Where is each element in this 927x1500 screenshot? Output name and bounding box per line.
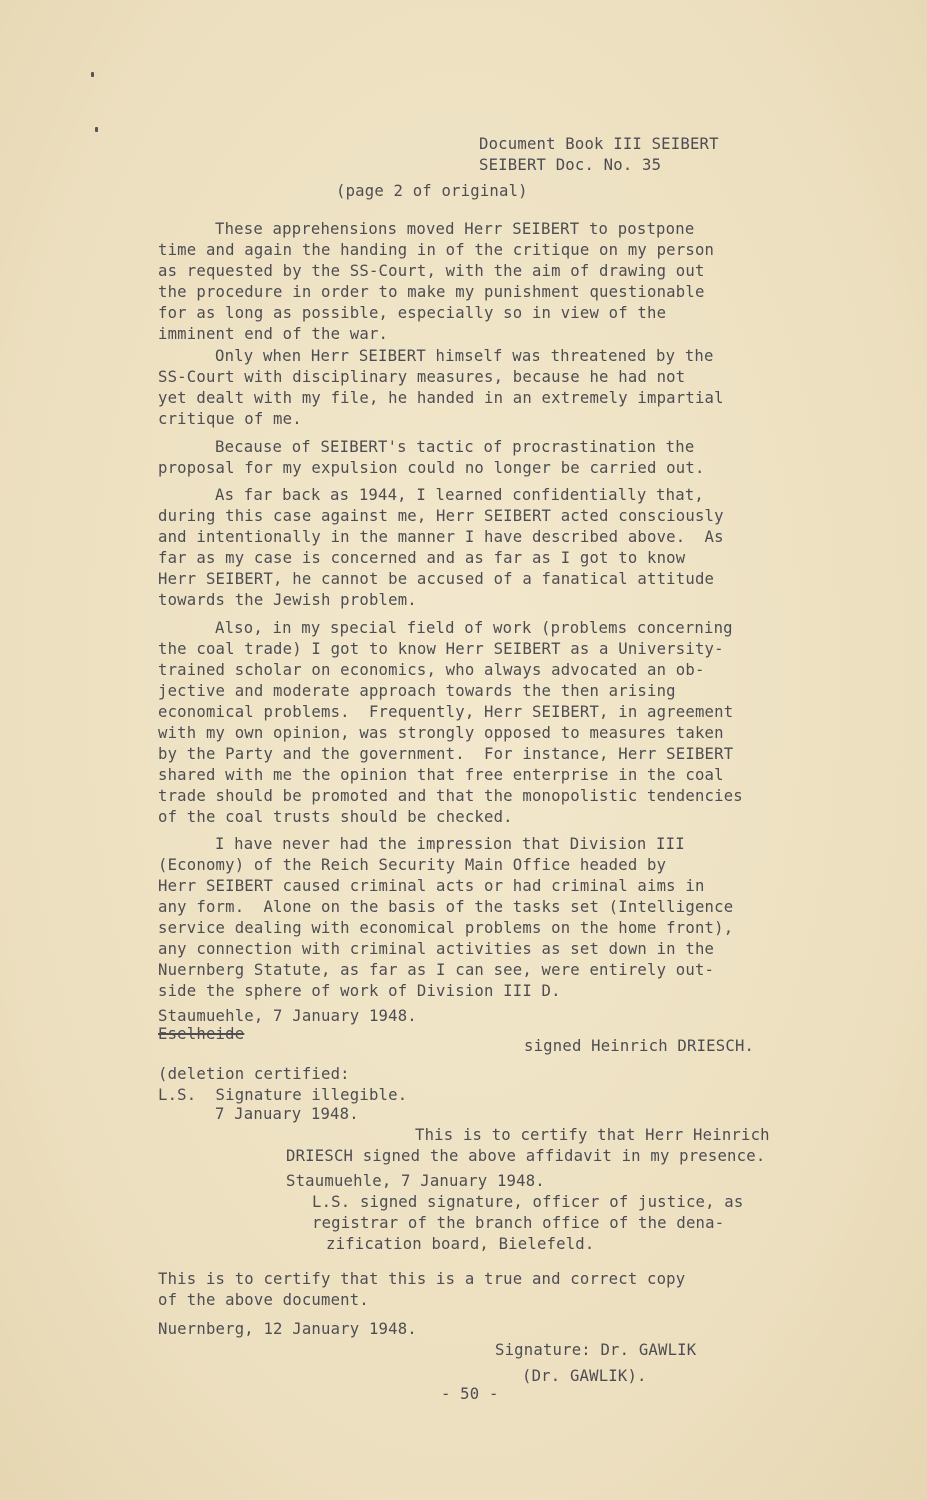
deletion-note-line: 7 January 1948. (215, 1105, 359, 1123)
paragraph-line: yet dealt with my file, he handed in an extremely impartial (158, 389, 724, 407)
paragraph-line: the procedure in order to make my punishment questionable (158, 283, 705, 301)
paragraph-line: far as my case is concerned and as far as I got to know (158, 549, 686, 567)
paragraph-line: for as long as possible, especially so in view of the (158, 304, 667, 322)
paragraph-line: and intentionally in the manner I have described above. As (158, 528, 724, 546)
signature-line: Signature: Dr. GAWLIK (495, 1341, 697, 1359)
paragraph-line: towards the Jewish problem. (158, 591, 417, 609)
certification-line: zification board, Bielefeld. (326, 1235, 595, 1253)
document-book-label: Document Book III SEIBERT (479, 135, 719, 153)
certification-place-date: Staumuehle, 7 January 1948. (286, 1172, 545, 1190)
deletion-note-line: (deletion certified: (158, 1065, 350, 1083)
page-note: (page 2 of original) (336, 182, 528, 200)
paragraph-line: imminent end of the war. (158, 325, 389, 343)
paragraph-line: during this case against me, Herr SEIBERT acted consciously (158, 507, 724, 525)
paragraph-line: as requested by the SS-Court, with the aim of drawing out (158, 262, 705, 280)
signature-name: (Dr. GAWLIK). (522, 1367, 647, 1385)
true-copy-line: of the above document. (158, 1291, 369, 1309)
paragraph-line: Also, in my special field of work (problems concerning (215, 619, 733, 637)
paragraph-line: the coal trade) I got to know Herr SEIBERT as a University- (158, 640, 724, 658)
paragraph-line: of the coal trusts should be checked. (158, 808, 513, 826)
paragraph-line: SS-Court with disciplinary measures, because he had not (158, 368, 686, 386)
paragraph-line: Nuernberg Statute, as far as I can see, were entirely out- (158, 961, 715, 979)
paragraph-line: time and again the handing in of the critique on my person (158, 241, 715, 259)
certification-line: This is to certify that Herr Heinrich (415, 1126, 770, 1144)
paragraph-line: side the sphere of work of Division III D. (158, 982, 561, 1000)
paragraph-line: proposal for my expulsion could no longer be carried out. (158, 459, 705, 477)
place-date: Nuernberg, 12 January 1948. (158, 1320, 417, 1338)
paragraph-line: with my own opinion, was strongly opposed to measures taken (158, 724, 724, 742)
paragraph-line: (Economy) of the Reich Security Main Office headed by (158, 856, 667, 874)
paragraph-line: I have never had the impression that Division III (215, 835, 685, 853)
signed-by: signed Heinrich DRIESCH. (524, 1037, 755, 1055)
paragraph-line: service dealing with economical problems on the home front), (158, 919, 734, 937)
certification-line: L.S. signed signature, officer of justice, as (312, 1193, 744, 1211)
paragraph-line: Herr SEIBERT caused criminal acts or had criminal aims in (158, 877, 705, 895)
paragraph-line: jective and moderate approach towards the then arising (158, 682, 676, 700)
paragraph-line: economical problems. Frequently, Herr SEIBERT, in agreement (158, 703, 734, 721)
hole-punch-mark (95, 127, 98, 132)
paragraph-line: any form. Alone on the basis of the tasks set (Intelligence (158, 898, 734, 916)
paragraph-line: trade should be promoted and that the monopolistic tendencies (158, 787, 743, 805)
place-date: Staumuehle, 7 January 1948. (158, 1007, 417, 1025)
paragraph-line: These apprehensions moved Herr SEIBERT to postpone (215, 220, 695, 238)
paragraph-line: Herr SEIBERT, he cannot be accused of a fanatical attitude (158, 570, 715, 588)
document-number: SEIBERT Doc. No. 35 (479, 156, 662, 174)
certification-line: registrar of the branch office of the dena- (312, 1214, 725, 1232)
paragraph-line: As far back as 1944, I learned confidentially that, (215, 486, 704, 504)
paragraph-line: critique of me. (158, 410, 302, 428)
struck-place-name: Eselheide (158, 1025, 245, 1043)
true-copy-line: This is to certify that this is a true and correct copy (158, 1270, 686, 1288)
page-number: - 50 - (441, 1385, 499, 1403)
paragraph-line: any connection with criminal activities as set down in the (158, 940, 715, 958)
paragraph-line: trained scholar on economics, who always advocated an ob- (158, 661, 705, 679)
deletion-note-line: L.S. Signature illegible. (158, 1086, 408, 1104)
certification-line: DRIESCH signed the above affidavit in my presence. (286, 1147, 766, 1165)
hole-punch-mark (91, 72, 94, 77)
paragraph-line: Because of SEIBERT's tactic of procrastination the (215, 438, 695, 456)
paragraph-line: Only when Herr SEIBERT himself was threatened by the (215, 347, 714, 365)
paragraph-line: shared with me the opinion that free enterprise in the coal (158, 766, 724, 784)
paragraph-line: by the Party and the government. For instance, Herr SEIBERT (158, 745, 734, 763)
